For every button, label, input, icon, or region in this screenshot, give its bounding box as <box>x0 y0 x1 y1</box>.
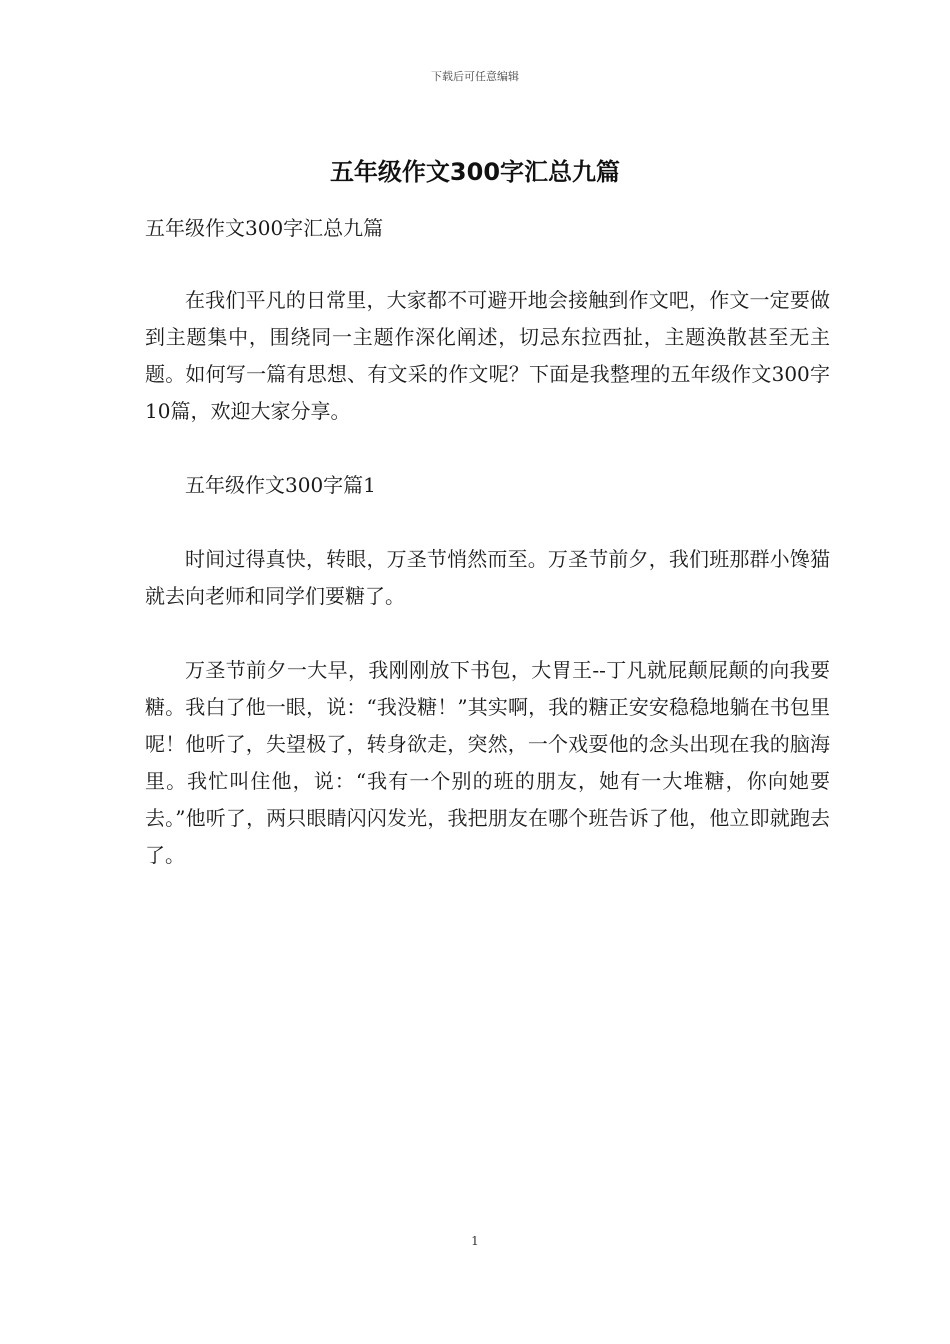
page-number: 1 <box>471 1234 479 1248</box>
section-heading: 五年级作文300字篇1 <box>185 473 376 497</box>
document-title: 五年级作文300字汇总九篇 <box>329 158 621 186</box>
paragraph: 时间过得真快，转眼，万圣节悄然而至。万圣节前夕，我们班那群小馋猫就去向老师和同学们要糖了。 <box>145 547 830 608</box>
paragraph-intro: 在我们平凡的日常里，大家都不可避开地会接触到作文吧，作文一定要做到主题集中，围绕同一主题作深化阐述，切忌东拉西扯，主题涣散甚至无主题。如何写一篇有思想、有文采的作文呢？下面是我整理的五年级作文300字10篇，欢迎大家分享。 <box>145 288 830 423</box>
document-body <box>145 282 830 874</box>
paragraph: 万圣节前夕一大早，我刚刚放下书包，大胃王--丁凡就屁颠屁颠的向我要糖。我白了他一眼，说：“我没糖！”其实啊，我的糖正安安稳稳地躺在书包里呢！他听了，失望极了，转身欲走，突然，一个戏耍他的念头出现在我的脑海里。我忙叫住他，说：“我有一个别的班的朋友，她有一大堆糖，你向她要去。”他听了，两只眼睛闪闪发光，我把朋友在哪个班告诉了他，他立即就跑去了。 <box>145 658 830 867</box>
header-note: 下载后可任意编辑 <box>431 70 519 83</box>
document-subtitle: 五年级作文300字汇总九篇 <box>145 216 384 240</box>
